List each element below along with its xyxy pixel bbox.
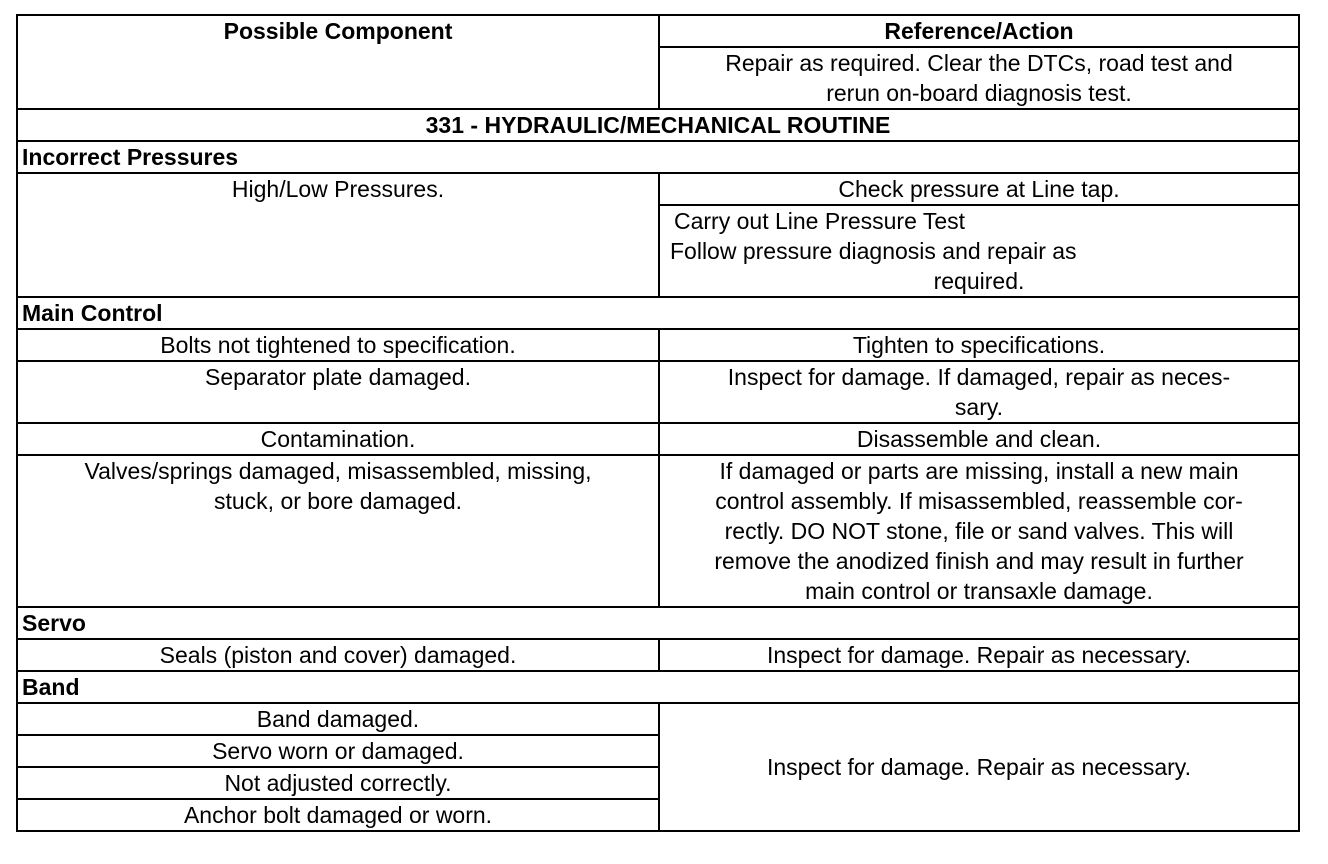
intro-action-cell	[659, 47, 1299, 109]
component-line: Valves/springs damaged, misassembled, missing,	[84, 458, 592, 484]
action-cell	[659, 455, 1299, 607]
intro-action-line: Repair as required. Clear the DTCs, road test and	[725, 50, 1233, 76]
table-row	[17, 361, 1299, 423]
diagnosis-document	[16, 14, 1298, 832]
action-line: remove the anodized finish and may result in further	[714, 548, 1244, 574]
table-row	[17, 455, 1299, 607]
action-cell: Inspect for damage. Repair as necessary.	[659, 703, 1299, 831]
component-cell: Not adjusted correctly.	[17, 767, 659, 799]
action-line: sary.	[954, 394, 1004, 420]
table-row	[17, 639, 1299, 671]
diagnosis-table	[16, 14, 1300, 832]
section-main-control: Main Control	[17, 297, 1299, 329]
table-row	[17, 703, 1299, 735]
routine-title: 331 - HYDRAULIC/MECHANICAL ROUTINE	[17, 109, 1299, 141]
table-row	[17, 423, 1299, 455]
component-line: stuck, or bore damaged.	[213, 488, 463, 514]
section-incorrect-pressures: Incorrect Pressures	[17, 141, 1299, 173]
action-cell: Inspect for damage. Repair as necessary.	[659, 639, 1299, 671]
component-cell: Bolts not tightened to specification.	[17, 329, 659, 361]
component-cell: Seals (piston and cover) damaged.	[17, 639, 659, 671]
component-cell	[17, 455, 659, 607]
table-row	[17, 173, 1299, 205]
component-cell: Contamination.	[17, 423, 659, 455]
action-cell: Disassemble and clean.	[659, 423, 1299, 455]
component-cell: Anchor bolt damaged or worn.	[17, 799, 659, 831]
action-line: required.	[933, 268, 1025, 294]
action-cell: Tighten to specifications.	[659, 329, 1299, 361]
section-servo: Servo	[17, 607, 1299, 639]
component-cell: Separator plate damaged.	[17, 361, 659, 423]
header-possible-component: Possible Component	[17, 15, 659, 109]
action-line: main control or transaxle damage.	[805, 578, 1153, 604]
table-row	[17, 329, 1299, 361]
action-line: rectly. DO NOT stone, file or sand valves. This will	[724, 518, 1234, 544]
action-line: Inspect for damage. If damaged, repair as neces-	[727, 364, 1231, 390]
component-cell: Servo worn or damaged.	[17, 735, 659, 767]
section-row	[17, 297, 1299, 329]
component-cell: Band damaged.	[17, 703, 659, 735]
action-line: Carry out Line Pressure Test	[674, 208, 966, 234]
header-reference-action: Reference/Action	[659, 15, 1299, 47]
action-line: control assembly. If misassembled, reassemble cor-	[715, 488, 1243, 514]
routine-row	[17, 109, 1299, 141]
section-row	[17, 141, 1299, 173]
component-cell: High/Low Pressures.	[17, 173, 659, 297]
section-row	[17, 607, 1299, 639]
action-cell: Check pressure at Line tap.	[659, 173, 1299, 205]
section-row	[17, 671, 1299, 703]
section-band: Band	[17, 671, 1299, 703]
action-line: Follow pressure diagnosis and repair as	[670, 238, 1077, 264]
action-line: If damaged or parts are missing, install a new main	[719, 458, 1239, 484]
header-row	[17, 15, 1299, 47]
action-cell	[659, 361, 1299, 423]
intro-action-line: rerun on-board diagnosis test.	[826, 80, 1132, 106]
action-cell	[659, 205, 1299, 297]
